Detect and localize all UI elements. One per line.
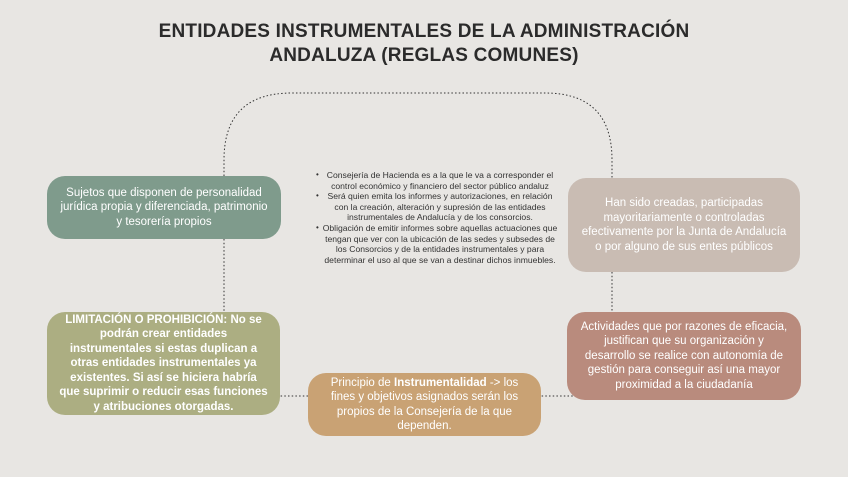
list-item [316, 222, 558, 265]
list-item-text: Consejería de Hacienda es a la que le va a corresponder el control económico y financiero del sector público andaluz [326, 170, 554, 191]
hacienda-list [308, 170, 558, 265]
creation-text: Han sido creadas, participadas mayoritariamente o controladas efectivamente por la Junta de Andalucía o por alguno de sus entes públicos [581, 197, 787, 253]
limitation-box [47, 312, 280, 415]
list-item [316, 191, 558, 223]
activities-text: Actividades que por razones de eficacia, justifican que su organización y desarrollo se realice con autonomía de gestión para conseguir así una mayor proximidad a la ciudadanía [580, 320, 788, 391]
bullet-icon: • [316, 170, 319, 179]
title-line-1: ENTIDADES INSTRUMENTALES DE LA ADMINISTRACIÓN [158, 21, 690, 42]
bullet-icon: • [316, 222, 319, 232]
principle-box [308, 373, 541, 436]
definition-box [47, 176, 281, 239]
list-item [316, 170, 558, 191]
definition-text: Sujetos que disponen de personalidad jurídica propia y diferenciada, patrimonio y tesorería propios [60, 186, 268, 228]
creation-box [568, 178, 800, 272]
limitation-text: LIMITACIÓN O PROHIBICIÓN: No se podrán crear entidades instrumentales si estas duplican a otras entidades instrumentales ya existentes. Si así se hiciera habría que suprimir o reducir esas funciones y atribuciones otorgadas. [59, 313, 268, 413]
list-item-text: Obligación de emitir informes sobre aquellas actuaciones que tengan que ver con la ubicación de las sedes y subsedes de los Consorcios y de la entidades instrumentales y para determinar el uso al que se van a destinar dichos inmuebles. [322, 222, 558, 265]
principle-bold: Instrumentalidad [394, 376, 487, 389]
list-item-text: Será quien emita los informes y autorizaciones, en relación con la creación, alteración y supresión de las entidades instrumentales de Andalucía y de los consorcios. [327, 191, 553, 223]
principle-suffix: -> los fines y objetivos asignados serán los propios de la Consejería de la que dependen. [330, 376, 519, 432]
title-line-2: ANDALUZA (REGLAS COMUNES) [269, 45, 579, 66]
bullet-icon: • [316, 191, 319, 201]
activities-box [567, 312, 801, 400]
principle-prefix: Principio de [330, 376, 394, 389]
principle-text [320, 376, 529, 434]
